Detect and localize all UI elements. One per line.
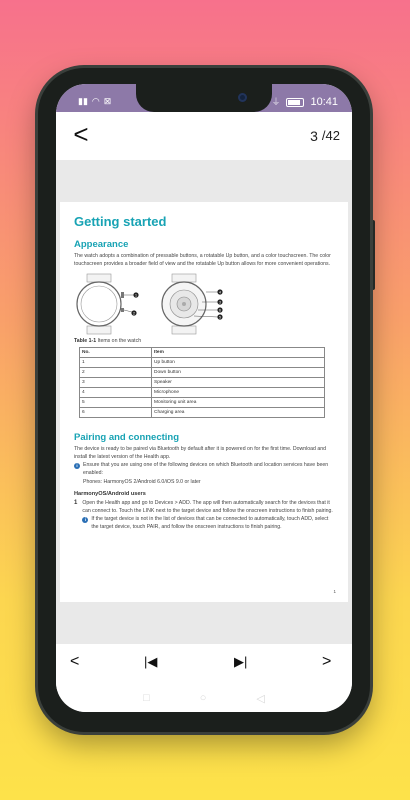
- notch: [136, 84, 272, 112]
- svg-text:3: 3: [219, 300, 221, 305]
- signal-icon: ▮▮: [78, 96, 88, 106]
- table-header-item: Item: [152, 348, 325, 358]
- doc-title: Getting started: [74, 214, 167, 229]
- table-row: [80, 398, 325, 408]
- table-caption-label: Table 1-1: [74, 338, 97, 345]
- step-text: Open the Health app and go to Devices > ADD. The app will then automatically search for the devices that it can connect to. Touch the LINK next to the target device and follow the onscreen instructions to finish pairing.: [82, 500, 333, 514]
- total-pages: /42: [321, 128, 340, 143]
- page-indicator: [310, 128, 340, 144]
- first-page-button[interactable]: |◀: [144, 654, 158, 669]
- block-icon: ⊠: [103, 96, 112, 106]
- section-heading-pairing: Pairing and connecting: [74, 432, 180, 444]
- table-cell: 3: [80, 378, 152, 388]
- info-note-text: Ensure that you are using one of the following devices on which Bluetooth and location services have been enabled:: [83, 462, 329, 476]
- table-cell: Microphone: [152, 388, 325, 398]
- recent-apps-icon[interactable]: □: [143, 692, 150, 704]
- svg-text:2: 2: [133, 311, 135, 316]
- appearance-text: The watch adopts a combination of pressable buttons, a rotatable Up button, and a color touchscreen. The color touchscreen provides a broader field of view and the rotatable Up button allows for more convenient operations.: [74, 253, 331, 267]
- page-navigation-bar: [56, 644, 352, 684]
- document-viewer[interactable]: [56, 160, 352, 644]
- svg-text:6: 6: [219, 308, 221, 313]
- wifi-icon: ◠: [91, 96, 100, 106]
- info-icon: i: [74, 463, 80, 469]
- info-note-detail: Phones: HarmonyOS 2/Android 6.0/iOS 9.0 or later: [83, 478, 201, 485]
- table-cell: Monitoring unit area: [152, 398, 325, 408]
- table-row: [80, 368, 325, 378]
- step-item: [74, 500, 334, 531]
- last-page-button[interactable]: ▶|: [234, 654, 248, 669]
- watch-back-illustration: [162, 274, 223, 334]
- info-note-text: If the target device is not in the list of devices that can be connected to automatically, touch ADD, select the target device, touch PAIR, and follow the onscreen instructions to finish pairing.: [91, 516, 329, 530]
- table-cell: Speaker: [152, 378, 325, 388]
- svg-text:4: 4: [219, 290, 221, 295]
- table-cell: Down button: [152, 368, 325, 378]
- section-heading-appearance: Appearance: [74, 239, 129, 250]
- next-page-button[interactable]: >: [322, 653, 332, 670]
- phone-screen: [56, 84, 352, 712]
- table-cell: 5: [80, 398, 152, 408]
- table-cell: Charging area: [152, 408, 325, 418]
- document-page: [60, 202, 348, 602]
- svg-text:5: 5: [219, 315, 221, 320]
- table-cell: 4: [80, 388, 152, 398]
- info-icon: i: [82, 517, 88, 523]
- back-nav-icon[interactable]: ◁: [256, 692, 265, 705]
- watch-illustrations: [74, 272, 334, 336]
- info-note: [74, 462, 334, 486]
- table-cell: Up button: [152, 358, 325, 368]
- items-table: [79, 347, 325, 418]
- home-icon[interactable]: ○: [199, 692, 207, 704]
- table-row: [80, 358, 325, 368]
- step-number: 1: [74, 500, 78, 507]
- subheading-harmonyos-android: HarmonyOS/Android users: [74, 491, 146, 498]
- battery-icon: [286, 98, 304, 107]
- status-time: 10:41: [310, 96, 338, 108]
- info-note: [82, 516, 334, 531]
- back-button[interactable]: <: [73, 119, 89, 149]
- pairing-text: The device is ready to be paired via Bluetooth by default after it is powered on for the first time. Download and install the latest version of the Health app.: [74, 446, 327, 460]
- table-row: [80, 388, 325, 398]
- status-bar: [56, 84, 352, 112]
- table-caption: [74, 338, 334, 344]
- watch-diagram: [74, 272, 244, 336]
- table-cell: 6: [80, 408, 152, 418]
- table-caption-text: Items on the watch: [97, 338, 142, 345]
- prev-page-button[interactable]: <: [70, 653, 80, 670]
- table-header-no: No.: [80, 348, 152, 358]
- table-cell: 2: [80, 368, 152, 378]
- table-row: [80, 408, 325, 418]
- current-page: 3: [310, 128, 318, 144]
- table-cell: 1: [80, 358, 152, 368]
- camera-icon: [238, 93, 247, 102]
- table-row: [80, 378, 325, 388]
- phone-side-button: [371, 220, 375, 290]
- system-nav-bar: [56, 684, 352, 712]
- table-header-row: [80, 348, 325, 358]
- doc-page-number: 1: [333, 589, 336, 594]
- viewer-toolbar: [56, 112, 352, 160]
- watch-front-illustration: [77, 274, 139, 334]
- svg-text:1: 1: [135, 293, 137, 298]
- usb-icon: ⏚: [271, 97, 281, 107]
